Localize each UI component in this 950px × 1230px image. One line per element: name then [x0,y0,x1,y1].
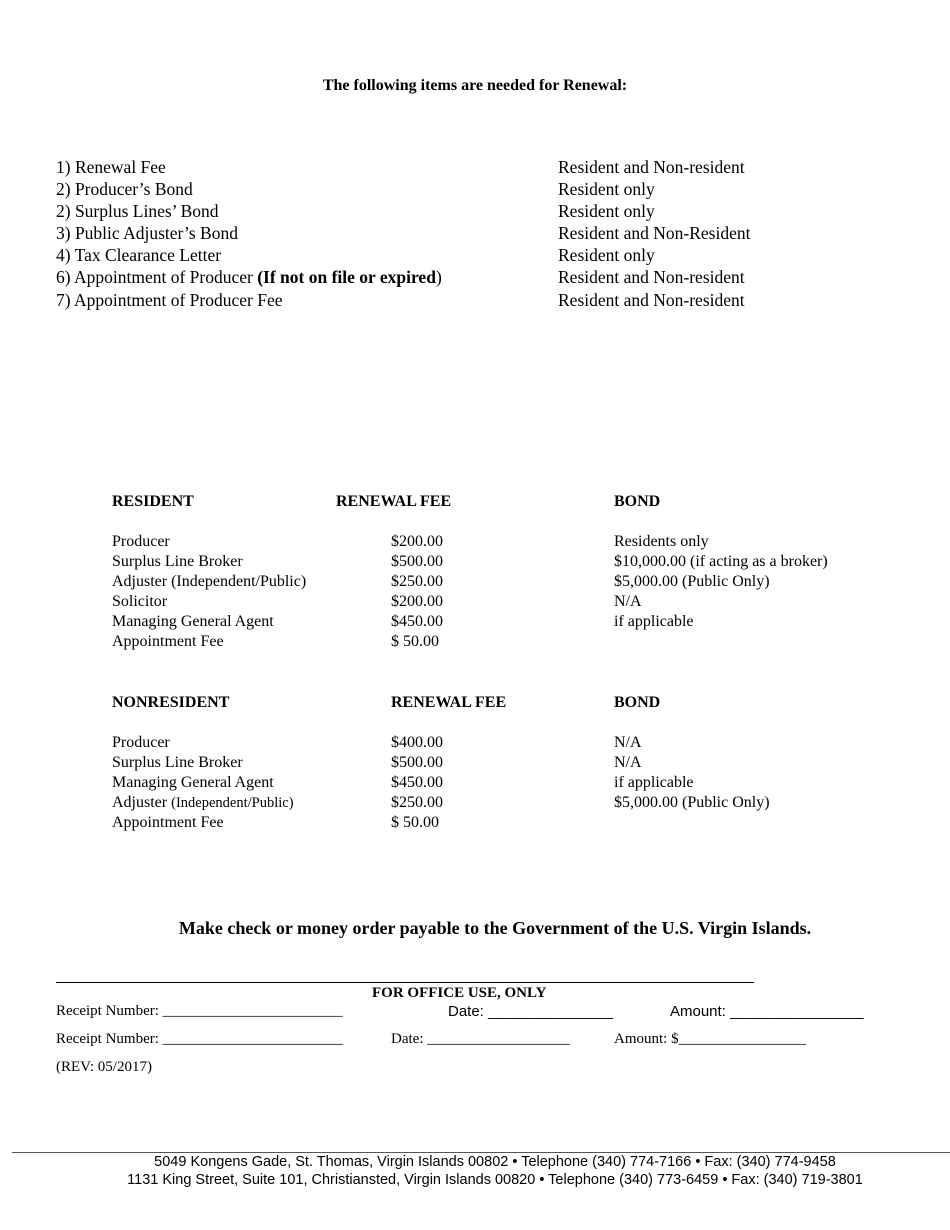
payable-note: Make check or money order payable to the Government of the U.S. Virgin Islands. [178,918,812,938]
resident-fee-header: RENEWAL FEE [336,493,452,510]
office-use-title: FOR OFFICE USE, ONLY [372,985,547,1001]
requirement-label: 3) Public Adjuster’s Bond [56,223,238,243]
requirement-label: 1) Renewal Fee [56,157,166,177]
requirement-label [56,267,442,288]
renewal-fee: $200.00 [391,533,443,550]
nonresident-header: NONRESIDENT [112,694,230,711]
table-row [112,814,892,834]
requirement-label-text: 6) Appointment of Producer [56,267,258,287]
table-row [112,533,892,553]
footer-address-st-croix: 1131 King Street, Suite 101, Christiansted, Virgin Islands 00820 • Telephone (340) 773-6459 • Fax: (340) 719-3801 [127,1172,863,1188]
page-heading: The following items are needed for Renewal: [322,77,628,94]
requirement-item [56,223,916,245]
requirement-label: 7) Appointment of Producer Fee [56,290,283,310]
table-row [112,734,892,754]
requirement-item [56,179,916,201]
bond-requirement: if applicable [614,774,694,791]
resident-bond-header: BOND [614,493,661,510]
requirement-applies-to: Resident only [558,179,655,199]
requirement-label-tail: ) [435,267,442,287]
requirement-label: 2) Surplus Lines’ Bond [56,201,219,221]
license-type-text: Adjuster [112,794,172,811]
nonresident-fee-header: RENEWAL FEE [391,694,507,711]
requirement-label-emphasis: (If not on file or expired [257,267,436,287]
renewal-fee: $ 50.00 [391,814,439,831]
requirement-item [56,157,916,179]
requirement-item [56,267,916,289]
requirement-applies-to: Resident and Non-resident [558,290,745,310]
renewal-fee: $ 50.00 [391,633,439,650]
license-type: Surplus Line Broker [112,553,243,570]
license-type: Managing General Agent [112,613,274,630]
amount-field[interactable]: Amount: $_________________ [614,1031,807,1047]
requirement-applies-to: Resident and Non-resident [558,267,745,287]
renewal-fee: $400.00 [391,734,443,751]
bond-requirement: if applicable [614,613,694,630]
requirement-item [56,290,916,312]
resident-header: RESIDENT [112,493,194,510]
date-field[interactable]: Date: ___________________ [391,1031,570,1047]
bond-requirement: $5,000.00 (Public Only) [614,573,770,590]
renewal-fee: $500.00 [391,553,443,570]
table-row [112,613,892,633]
renewal-fee: $450.00 [391,774,443,791]
bond-requirement: N/A [614,734,642,751]
requirement-item [56,201,916,223]
footer-address-st-thomas: 5049 Kongens Gade, St. Thomas, Virgin Islands 00802 • Telephone (340) 774-7166 • Fax: (340) 774-9458 [154,1154,836,1170]
license-type: Appointment Fee [112,633,224,650]
license-type: Solicitor [112,593,168,610]
license-type: Surplus Line Broker [112,754,243,771]
revision-label: (REV: 05/2017) [56,1059,152,1075]
requirement-label: 4) Tax Clearance Letter [56,245,222,265]
requirement-applies-to: Resident only [558,201,655,221]
office-divider [56,982,754,983]
license-type: Adjuster (Independent/Public) [112,573,307,590]
bond-requirement: Residents only [614,533,709,550]
license-type: Producer [112,734,170,751]
requirement-applies-to: Resident and Non-Resident [558,223,751,243]
requirement-item [56,245,916,267]
footer-divider [12,1152,950,1153]
requirement-label: 2) Producer’s Bond [56,179,193,199]
table-row [112,633,892,653]
license-type: Appointment Fee [112,814,224,831]
requirement-applies-to: Resident and Non-resident [558,157,745,177]
bond-requirement: $10,000.00 (if acting as a broker) [614,553,828,570]
requirement-applies-to: Resident only [558,245,655,265]
table-row [112,794,892,814]
receipt-number-field[interactable]: Receipt Number: ________________________ [56,1031,343,1047]
table-row [112,774,892,794]
license-type-qualifier: (Independent/Public) [171,795,294,811]
renewal-fee: $250.00 [391,794,443,811]
renewal-fee: $500.00 [391,754,443,771]
bond-requirement: N/A [614,593,642,610]
renewal-fee: $250.00 [391,573,443,590]
amount-field[interactable]: Amount: ________________ [670,1003,864,1020]
renewal-fee: $450.00 [391,613,443,630]
bond-requirement: N/A [614,754,642,771]
license-type [112,794,294,812]
receipt-number-field[interactable]: Receipt Number: ________________________ [56,1003,343,1019]
license-type: Producer [112,533,170,550]
nonresident-bond-header: BOND [614,694,661,711]
renewal-fee: $200.00 [391,593,443,610]
table-row [112,593,892,613]
table-row [112,553,892,573]
date-field[interactable]: Date: _______________ [448,1003,614,1020]
table-row [112,573,892,593]
bond-requirement: $5,000.00 (Public Only) [614,794,770,811]
license-type: Managing General Agent [112,774,274,791]
table-row [112,754,892,774]
